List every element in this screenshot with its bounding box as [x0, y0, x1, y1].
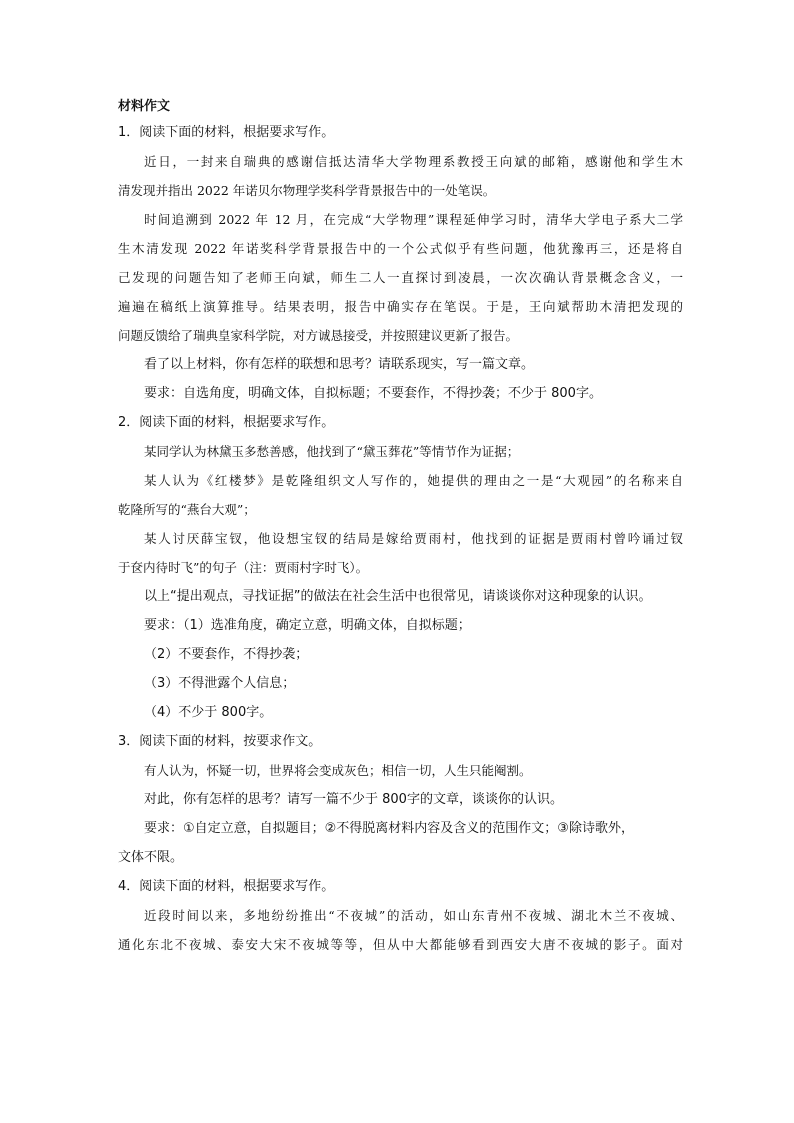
q2-sub-requirement: （2）不要套作，不得抄袭；	[144, 647, 309, 662]
q2-sub-requirement: （3）不得泄露个人信息；	[144, 676, 296, 691]
q2-sub-requirement: （4）不少于 800字。	[144, 705, 273, 720]
q1-material-line: 问题反馈给了瑞典皇家科学院，对方诚恳接受，并按照建议更新了报告。	[118, 328, 519, 343]
q2-material-line: 某人认为《红楼梦》是乾隆组织文人写作的，她提供的理由之一是“大观园”的名称来自	[144, 473, 683, 488]
q1-prompt: 看了以上材料，你有怎样的联想和思考？请联系现实，写一篇文章。	[144, 357, 535, 372]
q3-requirement: 要求：①自定立意，自拟题目；②不得脱离材料内容及含义的范围作文；③除诗歌外，	[144, 821, 634, 836]
q3-prompt: 对此，你有怎样的思考？请写一篇不少于 800字的文章，谈谈你的认识。	[144, 792, 563, 807]
q4-heading: 4．阅读下面的材料，根据要求写作。	[118, 879, 335, 894]
q2-prompt: 以上“提出观点，寻找证据”的做法在社会生活中也很常见，请谈谈你对这种现象的认识。	[144, 589, 652, 604]
q2-material-line: 于奁内待时飞”的句子（注：贾雨村字时飞）。	[118, 560, 369, 575]
q3-requirement: 文体不限。	[118, 850, 184, 865]
q4-material-line: 近段时间以来，多地纷纷推出“不夜城”的活动，如山东青州不夜城、湖北木兰不夜城、	[144, 908, 683, 923]
q3-material-line: 有人认为，怀疑一切，世界将会变成灰色；相信一切，人生只能阉割。	[144, 763, 532, 778]
q2-material-line: 某同学认为林黛玉多愁善感，他找到了“黛玉葬花”等情节作为证据；	[144, 444, 520, 459]
q1-heading: 1．阅读下面的材料，根据要求写作。	[118, 125, 335, 140]
q2-requirement: 要求：（1）选准角度，确定立意，明确文体，自拟标题；	[144, 618, 471, 633]
q1-material-line: 时间追溯到 2022 年 12 月，在完成“大学物理”课程延伸学习时，清华大学电子系大二学	[144, 212, 683, 227]
q1-material-line: 生木清发现 2022 年诺奖科学背景报告中的一个公式似乎有些问题，他犹豫再三，还是将自	[118, 241, 683, 256]
q2-material-line: 乾隆所写的“燕台大观”；	[118, 502, 256, 517]
q1-requirement: 要求：自选角度，明确文体，自拟标题；不要套作，不得抄袭；不少于 800字。	[144, 386, 602, 401]
q2-material-line: 某人讨厌薛宝钗，他设想宝钗的结局是嫁给贾雨村，他找到的证据是贾雨村曾吟诵过钗	[144, 531, 683, 546]
q3-heading: 3．阅读下面的材料，按要求作文。	[118, 734, 322, 749]
section-title: 材料作文	[118, 99, 171, 114]
q4-material-line: 通化东北不夜城、泰安大宋不夜城等等，但从中大都能够看到西安大唐不夜城的影子。面对	[118, 937, 683, 952]
q1-material-line: 清发现并指出 2022 年诺贝尔物理学奖科学背景报告中的一处笔误。	[118, 183, 496, 198]
q1-material-line: 遍遍在稿纸上演算推导。结果表明，报告中确实存在笔误。于是，王向斌帮助木清把发现的	[118, 299, 683, 314]
q1-material-line: 近日，一封来自瑞典的感谢信抵达清华大学物理系教授王向斌的邮箱，感谢他和学生木	[144, 154, 683, 169]
q1-material-line: 己发现的问题告知了老师王向斌，师生二人一直探讨到凌晨，一次次确认背景概念含义，一	[118, 270, 683, 285]
q2-heading: 2．阅读下面的材料，根据要求写作。	[118, 415, 335, 430]
document-body	[118, 96, 683, 959]
